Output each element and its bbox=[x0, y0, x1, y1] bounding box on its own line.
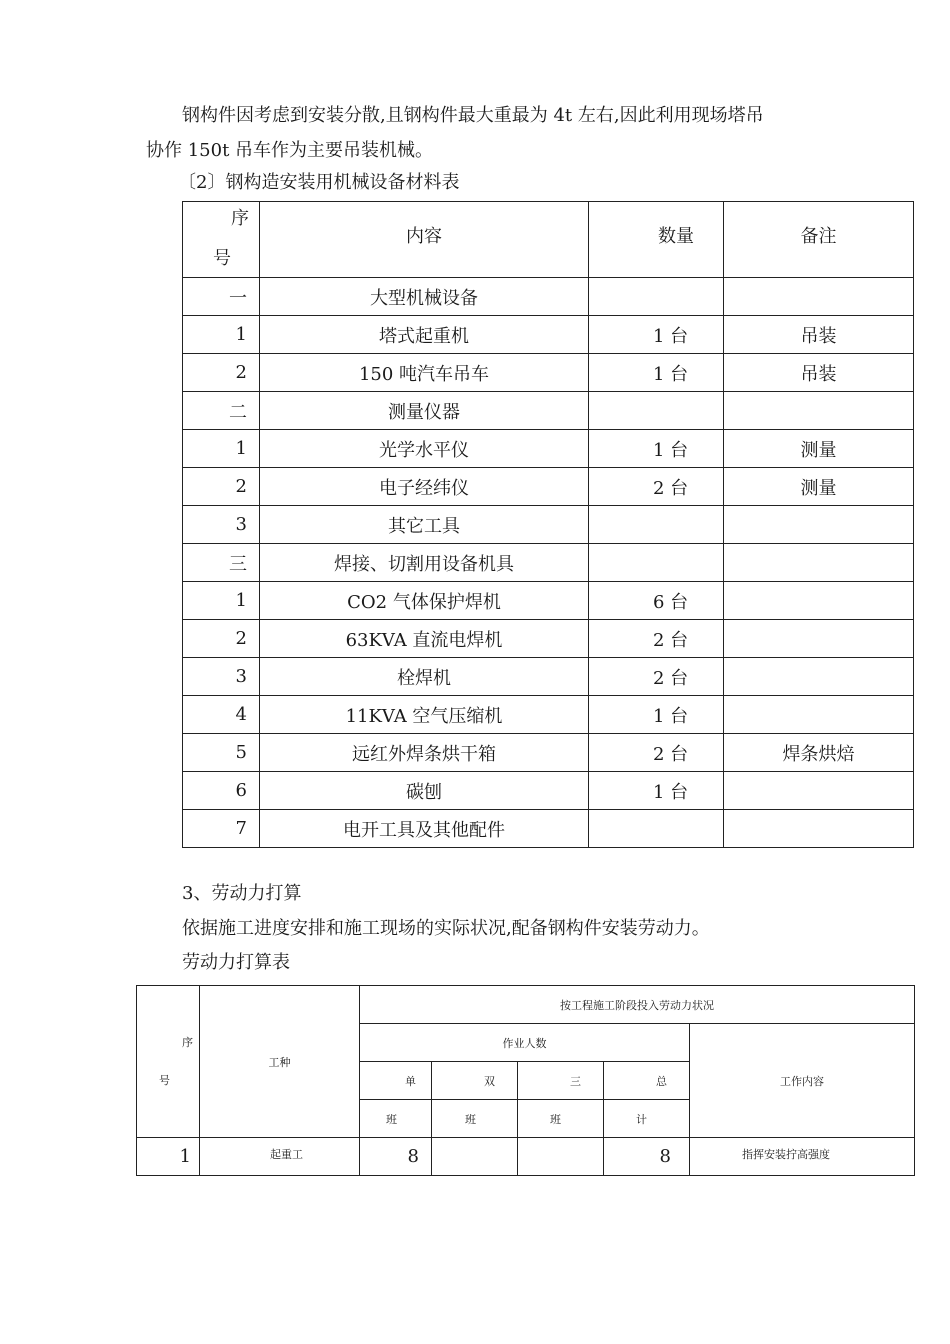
header-seq-bottom: 号 bbox=[213, 248, 231, 269]
labor-row-single: 8 bbox=[360, 1138, 432, 1176]
row-seq: 二 bbox=[183, 392, 260, 430]
row-note bbox=[724, 658, 914, 696]
labor-header-stage: 按工程施工阶段投入劳动力状况 bbox=[360, 986, 915, 1024]
labor-shift-single-bottom: 班 bbox=[360, 1100, 432, 1138]
row-seq: 6 bbox=[183, 772, 260, 810]
row-note bbox=[724, 582, 914, 620]
header-note: 备注 bbox=[724, 202, 914, 278]
row-note: 吊装 bbox=[724, 316, 914, 354]
equipment-table bbox=[182, 201, 914, 848]
labor-table-title: 劳动力打算表 bbox=[182, 952, 290, 973]
row-note bbox=[724, 810, 914, 848]
labor-seq-top: 序 bbox=[182, 1036, 193, 1049]
row-content: 其它工具 bbox=[260, 506, 589, 544]
table-row bbox=[183, 620, 914, 658]
labor-seq-bottom: 号 bbox=[159, 1074, 170, 1087]
row-note bbox=[724, 278, 914, 316]
row-seq: 5 bbox=[183, 734, 260, 772]
labor-shift-double-bottom: 班 bbox=[432, 1100, 518, 1138]
row-qty: 2 台 bbox=[589, 468, 724, 506]
labor-header-seq bbox=[137, 986, 200, 1138]
row-note: 测量 bbox=[724, 430, 914, 468]
row-content: 电开工具及其他配件 bbox=[260, 810, 589, 848]
row-qty: 2 台 bbox=[589, 658, 724, 696]
table-row bbox=[183, 468, 914, 506]
labor-total-top: 总 bbox=[604, 1062, 690, 1100]
row-seq: 1 bbox=[183, 430, 260, 468]
table-row bbox=[183, 696, 914, 734]
labor-shift-triple-bottom: 班 bbox=[518, 1100, 604, 1138]
labor-row-total: 8 bbox=[604, 1138, 690, 1176]
labor-row-seq: 1 bbox=[137, 1138, 200, 1176]
row-qty bbox=[589, 506, 724, 544]
row-note bbox=[724, 392, 914, 430]
labor-header-trade: 工种 bbox=[200, 986, 360, 1138]
table-row bbox=[183, 544, 914, 582]
header-content: 内容 bbox=[260, 202, 589, 278]
table-row bbox=[183, 392, 914, 430]
labor-total-bottom: 计 bbox=[604, 1100, 690, 1138]
row-seq: 3 bbox=[183, 658, 260, 696]
row-content: CO2 气体保护焊机 bbox=[260, 582, 589, 620]
row-note bbox=[724, 620, 914, 658]
row-qty bbox=[589, 544, 724, 582]
row-note: 吊装 bbox=[724, 354, 914, 392]
table-row bbox=[183, 734, 914, 772]
labor-row-content: 指挥安装拧高强度 bbox=[690, 1138, 915, 1176]
header-seq-top: 序 bbox=[231, 208, 249, 229]
row-note bbox=[724, 772, 914, 810]
paragraph-line-1: 钢构件因考虑到安装分散,且钢构件最大重最为 4t 左右,因此利用现场塔吊 bbox=[182, 105, 764, 126]
row-content: 测量仪器 bbox=[260, 392, 589, 430]
row-qty: 2 台 bbox=[589, 734, 724, 772]
equipment-table-header bbox=[183, 202, 914, 278]
row-seq: 4 bbox=[183, 696, 260, 734]
labor-header-workers: 作业人数 bbox=[360, 1024, 690, 1062]
labor-row-triple bbox=[518, 1138, 604, 1176]
labor-shift-triple-top: 三 bbox=[518, 1062, 604, 1100]
row-content: 远红外焊条烘干箱 bbox=[260, 734, 589, 772]
row-note: 测量 bbox=[724, 468, 914, 506]
row-content: 碳刨 bbox=[260, 772, 589, 810]
header-qty: 数量 bbox=[589, 202, 724, 278]
row-seq: 一 bbox=[183, 278, 260, 316]
row-note: 焊条烘焙 bbox=[724, 734, 914, 772]
row-content: 电子经纬仪 bbox=[260, 468, 589, 506]
row-seq: 1 bbox=[183, 582, 260, 620]
row-seq: 2 bbox=[183, 620, 260, 658]
table-row bbox=[183, 658, 914, 696]
row-content: 塔式起重机 bbox=[260, 316, 589, 354]
labor-row-double bbox=[432, 1138, 518, 1176]
row-qty: 1 台 bbox=[589, 316, 724, 354]
row-seq: 3 bbox=[183, 506, 260, 544]
table-row bbox=[183, 506, 914, 544]
row-qty bbox=[589, 810, 724, 848]
row-qty: 1 台 bbox=[589, 354, 724, 392]
labor-table bbox=[136, 985, 915, 1176]
row-qty bbox=[589, 392, 724, 430]
row-seq: 三 bbox=[183, 544, 260, 582]
table-row bbox=[183, 278, 914, 316]
row-seq: 7 bbox=[183, 810, 260, 848]
row-note bbox=[724, 696, 914, 734]
header-seq bbox=[183, 202, 260, 278]
table-row bbox=[183, 316, 914, 354]
section-3-title: 3、劳动力打算 bbox=[182, 883, 302, 904]
row-content: 焊接、切割用设备机具 bbox=[260, 544, 589, 582]
section-3-text: 依据施工进度安排和施工现场的实际状况,配备钢构件安装劳动力。 bbox=[182, 918, 710, 939]
row-qty: 1 台 bbox=[589, 430, 724, 468]
row-qty: 1 台 bbox=[589, 696, 724, 734]
table-row bbox=[183, 810, 914, 848]
labor-shift-single-top: 单 bbox=[360, 1062, 432, 1100]
row-qty: 1 台 bbox=[589, 772, 724, 810]
row-content: 150 吨汽车吊车 bbox=[260, 354, 589, 392]
labor-header-work-content: 工作内容 bbox=[690, 1024, 915, 1138]
paragraph-line-2: 协作 150t 吊车作为主要吊装机械。 bbox=[146, 140, 434, 161]
row-content: 63KVA 直流电焊机 bbox=[260, 620, 589, 658]
labor-row-trade: 起重工 bbox=[200, 1138, 360, 1176]
table-row bbox=[183, 354, 914, 392]
row-content: 大型机械设备 bbox=[260, 278, 589, 316]
labor-shift-double-top: 双 bbox=[432, 1062, 518, 1100]
section-2-title: 〔2〕钢构造安装用机械设备材料表 bbox=[178, 172, 460, 193]
row-seq: 1 bbox=[183, 316, 260, 354]
row-content: 栓焊机 bbox=[260, 658, 589, 696]
row-content: 光学水平仪 bbox=[260, 430, 589, 468]
row-qty: 2 台 bbox=[589, 620, 724, 658]
row-qty bbox=[589, 278, 724, 316]
row-note bbox=[724, 544, 914, 582]
row-content: 11KVA 空气压缩机 bbox=[260, 696, 589, 734]
table-row bbox=[137, 1138, 915, 1176]
table-row bbox=[183, 582, 914, 620]
table-row bbox=[183, 430, 914, 468]
row-seq: 2 bbox=[183, 354, 260, 392]
row-note bbox=[724, 506, 914, 544]
row-seq: 2 bbox=[183, 468, 260, 506]
row-qty: 6 台 bbox=[589, 582, 724, 620]
table-row bbox=[183, 772, 914, 810]
